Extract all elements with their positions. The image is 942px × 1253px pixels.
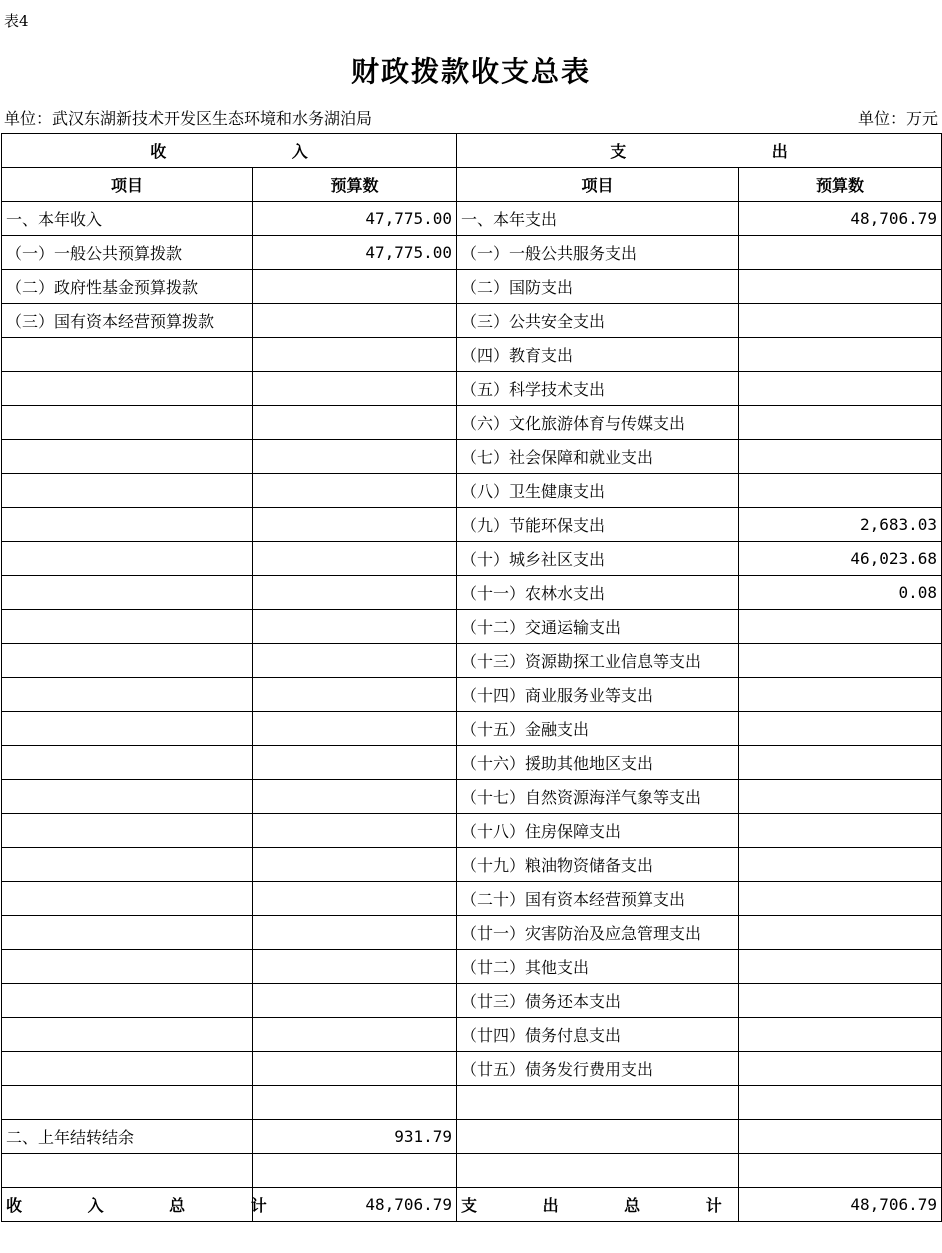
expense-item-cell: （八）卫生健康支出 xyxy=(457,474,739,508)
income-amount-cell xyxy=(253,440,457,474)
expense-amount-cell xyxy=(739,338,942,372)
income-total-amount: 48,706.79 xyxy=(253,1188,457,1222)
income-amount-cell xyxy=(253,304,457,338)
column-header-row xyxy=(2,168,942,202)
income-amount-cell xyxy=(253,678,457,712)
income-amount-cell xyxy=(253,1052,457,1086)
expense-item-cell: （二）国防支出 xyxy=(457,270,739,304)
expense-item-cell: （五）科学技术支出 xyxy=(457,372,739,406)
expense-item-cell: （廿二）其他支出 xyxy=(457,950,739,984)
income-item-cell xyxy=(2,644,253,678)
income-amount-cell xyxy=(253,576,457,610)
income-amount-cell xyxy=(253,372,457,406)
expense-item-cell: （廿三）债务还本支出 xyxy=(457,984,739,1018)
income-item-cell: （一）一般公共预算拨款 xyxy=(2,236,253,270)
income-item-cell xyxy=(2,950,253,984)
table-row xyxy=(2,508,942,542)
expense-amount-cell xyxy=(739,270,942,304)
expense-section-header: 支 出 xyxy=(457,134,942,168)
expense-item-cell: （十二）交通运输支出 xyxy=(457,610,739,644)
expense-item-header: 项目 xyxy=(457,168,739,202)
table-row xyxy=(2,542,942,576)
expense-item-cell xyxy=(457,1154,739,1188)
expense-amount-cell xyxy=(739,712,942,746)
expense-amount-cell xyxy=(739,780,942,814)
income-amount-cell xyxy=(253,746,457,780)
income-amount-cell xyxy=(253,780,457,814)
table-row xyxy=(2,814,942,848)
income-item-cell: （二）政府性基金预算拨款 xyxy=(2,270,253,304)
table-row xyxy=(2,644,942,678)
expense-item-cell: （十五）金融支出 xyxy=(457,712,739,746)
expense-amount-cell: 2,683.03 xyxy=(739,508,942,542)
expense-item-cell: （十）城乡社区支出 xyxy=(457,542,739,576)
income-item-header: 项目 xyxy=(2,168,253,202)
expense-item-cell xyxy=(457,1086,739,1120)
expense-amount-cell: 0.08 xyxy=(739,576,942,610)
table-row xyxy=(2,270,942,304)
expense-item-cell: （四）教育支出 xyxy=(457,338,739,372)
expense-item-cell: （廿一）灾害防治及应急管理支出 xyxy=(457,916,739,950)
expense-item-cell: （十四）商业服务业等支出 xyxy=(457,678,739,712)
income-item-cell xyxy=(2,712,253,746)
table-row xyxy=(2,712,942,746)
table-row xyxy=(2,440,942,474)
income-amount-cell xyxy=(253,916,457,950)
income-amount-cell xyxy=(253,848,457,882)
income-section-header: 收 入 xyxy=(2,134,457,168)
income-item-cell xyxy=(2,814,253,848)
table-row xyxy=(2,576,942,610)
table-row xyxy=(2,1120,942,1154)
income-item-cell xyxy=(2,780,253,814)
expense-amount-cell xyxy=(739,678,942,712)
table-row xyxy=(2,338,942,372)
expense-item-cell: （一）一般公共服务支出 xyxy=(457,236,739,270)
expense-amount-cell xyxy=(739,814,942,848)
unit-organization: 单位：武汉东湖新技术开发区生态环境和水务湖泊局 xyxy=(4,109,373,128)
expense-amount-cell xyxy=(739,848,942,882)
total-row xyxy=(2,1188,942,1222)
expense-item-cell: （九）节能环保支出 xyxy=(457,508,739,542)
table-row xyxy=(2,1154,942,1188)
income-item-cell xyxy=(2,338,253,372)
expense-amount-cell xyxy=(739,950,942,984)
table-row xyxy=(2,950,942,984)
expense-amount-cell xyxy=(739,746,942,780)
income-item-cell: 一、本年收入 xyxy=(2,202,253,236)
income-amount-cell xyxy=(253,984,457,1018)
table-row xyxy=(2,610,942,644)
table-row xyxy=(2,304,942,338)
expense-amount-cell xyxy=(739,916,942,950)
table-row xyxy=(2,780,942,814)
income-amount-cell xyxy=(253,610,457,644)
income-amount-cell: 47,775.00 xyxy=(253,202,457,236)
table-row xyxy=(2,202,942,236)
table-row xyxy=(2,882,942,916)
income-item-cell: 二、上年结转结余 xyxy=(2,1120,253,1154)
income-item-cell xyxy=(2,406,253,440)
expense-item-cell: （廿五）债务发行费用支出 xyxy=(457,1052,739,1086)
expense-amount-cell xyxy=(739,610,942,644)
income-item-cell xyxy=(2,1018,253,1052)
expense-amount-cell xyxy=(739,882,942,916)
expense-item-cell: 一、本年支出 xyxy=(457,202,739,236)
expense-amount-cell xyxy=(739,440,942,474)
income-item-cell xyxy=(2,372,253,406)
expense-amount-cell xyxy=(739,984,942,1018)
expense-item-cell: （十八）住房保障支出 xyxy=(457,814,739,848)
table-row xyxy=(2,1052,942,1086)
income-amount-cell xyxy=(253,644,457,678)
expense-item-cell: （十三）资源勘探工业信息等支出 xyxy=(457,644,739,678)
income-item-cell: （三）国有资本经营预算拨款 xyxy=(2,304,253,338)
expense-amount-cell xyxy=(739,372,942,406)
table-row xyxy=(2,1018,942,1052)
expense-amount-cell: 48,706.79 xyxy=(739,202,942,236)
income-total-label: 收 入 总 计 xyxy=(2,1188,253,1222)
income-amount-cell xyxy=(253,712,457,746)
income-amount-cell xyxy=(253,406,457,440)
income-amount-cell xyxy=(253,950,457,984)
section-header-row xyxy=(2,134,942,168)
income-amount-cell xyxy=(253,542,457,576)
table-row xyxy=(2,746,942,780)
expense-item-cell: （十九）粮油物资储备支出 xyxy=(457,848,739,882)
table-row xyxy=(2,1086,942,1120)
income-item-cell xyxy=(2,542,253,576)
expense-total-amount: 48,706.79 xyxy=(739,1188,942,1222)
expense-amount-cell xyxy=(739,1120,942,1154)
expense-amount-cell xyxy=(739,236,942,270)
table-row xyxy=(2,984,942,1018)
expense-item-cell: （六）文化旅游体育与传媒支出 xyxy=(457,406,739,440)
income-item-cell xyxy=(2,916,253,950)
page-title: 财政拨款收支总表 xyxy=(350,55,591,88)
sheet-label: 表4 xyxy=(4,12,29,30)
income-item-cell xyxy=(2,746,253,780)
income-amount-cell xyxy=(253,1086,457,1120)
expense-budget-header: 预算数 xyxy=(739,168,942,202)
income-item-cell xyxy=(2,576,253,610)
table-row xyxy=(2,678,942,712)
expense-amount-cell xyxy=(739,1086,942,1120)
income-item-cell xyxy=(2,1154,253,1188)
income-amount-cell: 47,775.00 xyxy=(253,236,457,270)
expense-item-cell xyxy=(457,1120,739,1154)
expense-amount-cell xyxy=(739,1018,942,1052)
expense-item-cell: （三）公共安全支出 xyxy=(457,304,739,338)
expense-amount-cell xyxy=(739,1052,942,1086)
table-row xyxy=(2,236,942,270)
income-amount-cell xyxy=(253,474,457,508)
table-row xyxy=(2,848,942,882)
expense-amount-cell: 46,023.68 xyxy=(739,542,942,576)
income-amount-cell xyxy=(253,1018,457,1052)
income-amount-cell xyxy=(253,508,457,542)
income-item-cell xyxy=(2,508,253,542)
income-budget-header: 预算数 xyxy=(253,168,457,202)
income-amount-cell xyxy=(253,338,457,372)
table-row xyxy=(2,406,942,440)
income-item-cell xyxy=(2,1052,253,1086)
income-amount-cell xyxy=(253,1154,457,1188)
expense-item-cell: （七）社会保障和就业支出 xyxy=(457,440,739,474)
expense-amount-cell xyxy=(739,406,942,440)
income-amount-cell xyxy=(253,270,457,304)
budget-table xyxy=(1,133,942,1222)
income-item-cell xyxy=(2,882,253,916)
income-item-cell xyxy=(2,610,253,644)
expense-amount-cell xyxy=(739,474,942,508)
unit-currency: 单位：万元 xyxy=(857,109,938,128)
expense-amount-cell xyxy=(739,644,942,678)
expense-item-cell: （十六）援助其他地区支出 xyxy=(457,746,739,780)
table-row xyxy=(2,474,942,508)
table-row xyxy=(2,372,942,406)
income-item-cell xyxy=(2,440,253,474)
income-amount-cell xyxy=(253,882,457,916)
expense-item-cell: （二十）国有资本经营预算支出 xyxy=(457,882,739,916)
income-item-cell xyxy=(2,474,253,508)
expense-amount-cell xyxy=(739,1154,942,1188)
table-row xyxy=(2,916,942,950)
expense-item-cell: （十一）农林水支出 xyxy=(457,576,739,610)
expense-total-label: 支 出 总 计 xyxy=(457,1188,739,1222)
income-item-cell xyxy=(2,984,253,1018)
income-item-cell xyxy=(2,1086,253,1120)
income-amount-cell: 931.79 xyxy=(253,1120,457,1154)
expense-amount-cell xyxy=(739,304,942,338)
income-amount-cell xyxy=(253,814,457,848)
expense-item-cell: （廿四）债务付息支出 xyxy=(457,1018,739,1052)
income-item-cell xyxy=(2,848,253,882)
expense-item-cell: （十七）自然资源海洋气象等支出 xyxy=(457,780,739,814)
income-item-cell xyxy=(2,678,253,712)
